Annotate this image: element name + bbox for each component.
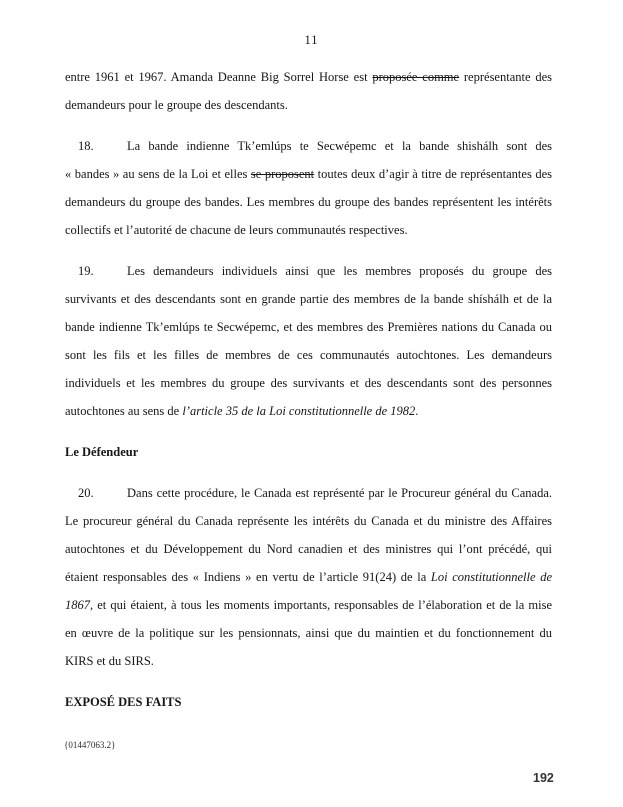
text-run: Les demandeurs individuels ainsi que les membres proposés du groupe des survivants et des descendants sont en grande partie des membres de la bande shíshálh et de la bande indienne Tk’emlúps te Secwépemc, et des membres des Premières nations du Canada ou sont les fils et les filles de membres de ces communautés autochtones. Les demandeurs individuels et les membres du groupe des survivants et des descendants sont des personnes autochtones au sens de	[65, 264, 552, 418]
section-heading	[65, 688, 552, 716]
italic-citation-text: l’article 35 de la Loi constitutionnelle de 1982	[182, 404, 416, 418]
paragraph-number: 19.	[78, 264, 94, 278]
page-number-top: 11	[304, 33, 319, 47]
document-body	[65, 63, 552, 716]
struck-out-text: proposée comme	[372, 70, 460, 84]
text-run: toutes deux d’agir à titre de représentantes des demandeurs du groupe des bandes. Les membres du groupe des bandes représentent les intérêts collectifs et l’autorité de chacune de leurs communautés respectives.	[65, 167, 552, 237]
italic-citation-text: Loi constitutionnelle de 1867	[65, 570, 553, 612]
section-heading	[65, 438, 552, 466]
page-number-bottom: 192	[533, 771, 554, 785]
paragraph	[65, 257, 552, 425]
paragraph-number: 20.	[78, 486, 94, 500]
text-run: Dans cette procédure, le Canada est représenté par le Procureur général du Canada. Le procureur général du Canada représente les intérêts du Canada et du ministre des Affaires autochtones et du Développement du Nord canadien et des ministres qui l’ont précédé, qui étaient responsables des « Indiens » en vertu de l’article 91(24) de la	[65, 486, 552, 584]
text-run: , et qui étaient, à tous les moments importants, responsables de l’élaboration et de la mise en œuvre de la politique sur les pensionnats, ainsi que du maintien et du fonctionnement du KIRS et du SIRS.	[65, 598, 552, 668]
text-run: Le Défendeur	[65, 445, 139, 459]
struck-out-text: se proposent	[250, 167, 315, 181]
document-id-stamp: {01447063.2}	[64, 740, 116, 750]
text-run: La bande indienne Tk’emlúps te Secwépemc et la bande shishálh sont des « bandes » au sens de la Loi et elles	[65, 139, 552, 181]
text-run: EXPOSÉ DES FAITS	[65, 695, 182, 709]
paragraph	[65, 63, 552, 119]
paragraph-number: 18.	[78, 139, 94, 153]
text-run: entre 1961 et 1967. Amanda Deanne Big Sorrel Horse est	[65, 70, 373, 84]
text-run: représentante des demandeurs pour le groupe des descendants.	[65, 70, 552, 112]
paragraph	[65, 479, 552, 675]
paragraph	[65, 132, 552, 244]
text-run: .	[415, 404, 419, 418]
